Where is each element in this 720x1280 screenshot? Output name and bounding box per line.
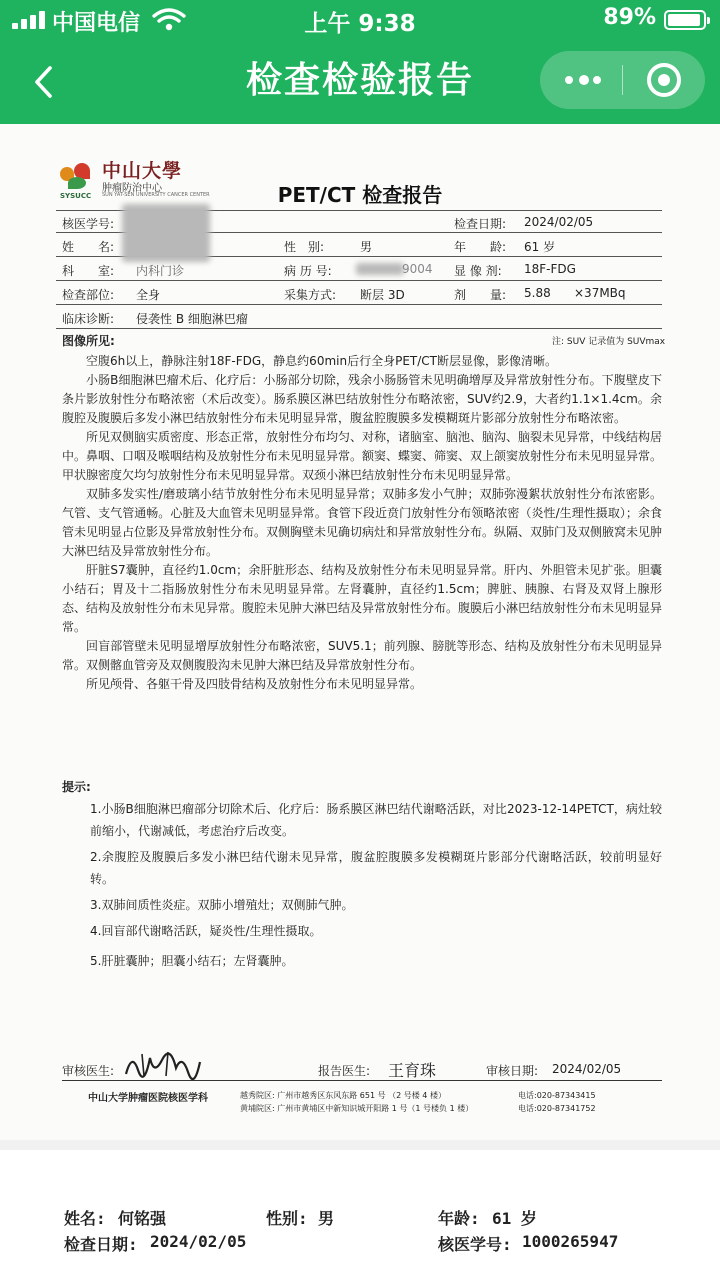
mode-value: 断层 3D [360, 288, 405, 302]
reviewer-signature [122, 1048, 202, 1080]
info-table [56, 210, 662, 330]
section-gap [0, 1140, 720, 1150]
name-label: 姓 名: [62, 240, 115, 254]
record-label: 病 历 号: [284, 264, 332, 278]
age-label: 年 龄: [454, 240, 507, 254]
summary-name: 何铭强 [118, 1209, 167, 1228]
findings-paragraph: 肝脏S7囊肿，直径约1.0cm；余肝脏形态、结构及放射性分布未见明显异常。肝内、外胆管未见扩张。胆囊小结石；胃及十二指肠放射性分布未见明显异常。左肾囊肿，直径约1.5cm；脾脏、胰腺、右肾及双肾上腺形态、结构及放射性分布未见异常。腹腔未见肿大淋巴结及异常放射性分布。腹膜后小淋巴结放射性分布未见明显异常。 [62, 563, 663, 634]
footer-phone-1: 电话:020-87343415 [518, 1091, 596, 1100]
hospital-name: 中山大學 [102, 160, 183, 182]
agent-value: 18F-FDG [524, 262, 576, 276]
summary-date-label: 检查日期: [64, 1235, 138, 1254]
findings-paragraph: 空腹6h以上，静脉注射18F-FDG，静息约60min后行全身PET/CT断层显像，影像清晰。 [86, 354, 557, 368]
findings-paragraph: 所见颅骨、各躯干骨及四肢骨结构及放射性分布未见明显异常。 [86, 677, 423, 691]
clock: 上午 9:38 [304, 11, 416, 37]
page-title: 检查检验报告 [245, 60, 474, 101]
carrier-label: 中国电信 [52, 11, 141, 36]
tips-title: 提示: [62, 780, 91, 794]
sex-value: 男 [360, 240, 373, 254]
close-circle-icon[interactable] [647, 63, 681, 97]
dept-value: 内科门诊 [136, 264, 185, 278]
report-image [0, 124, 720, 1140]
review-date-value: 2024/02/05 [552, 1062, 622, 1076]
agent-label: 显 像 剂: [454, 264, 502, 278]
core-no-label: 核医学号: [62, 217, 115, 231]
suv-note: 注: SUV 记录值为 SUVmax [552, 337, 666, 347]
footer-rule [62, 1080, 662, 1081]
dose-value: 5.88 [524, 286, 551, 300]
battery-icon [664, 10, 706, 30]
diag-label: 临床诊断: [62, 312, 115, 326]
tip-item: 4.回盲部代谢略活跃，疑炎性/生理性摄取。 [90, 924, 322, 938]
summary-core-label: 核医学号: [438, 1235, 512, 1254]
summary-sex: 男 [318, 1209, 335, 1228]
footer-address-2: 黄埔院区: 广州市黄埔区中新知识城开阳路 1 号（1 号楼负 1 楼） [240, 1104, 474, 1113]
dose-label: 剂 量: [454, 288, 507, 302]
diag-value: 侵袭性 B 细胞淋巴瘤 [136, 312, 248, 326]
summary-name-label: 姓名: [64, 1209, 106, 1228]
report-title: PET/CT 检查报告 [277, 183, 443, 207]
tip-item: 1.小肠B细胞淋巴瘤部分切除术后、化疗后：肠系膜区淋巴结代谢略活跃，对比2023-12-14PETCT，病灶较前缩小，代谢减低，考虑治疗后改变。 [90, 802, 662, 838]
hospital-english: SUN YAT-SEN UNIVERSITY CANCER CENTER [102, 192, 210, 198]
dept-label: 科 室: [62, 264, 115, 278]
capsule-divider [622, 65, 623, 95]
review-date-label: 审核日期: [486, 1064, 539, 1078]
findings-paragraph: 回盲部管壁未见明显增厚放射性分布略浓密，SUV5.1；前列腺、膀胱等形态、结构及放射性分布未见明显异常。双侧髂血管旁及双侧腹股沟未见肿大淋巴结及异常放射性分布。 [62, 639, 662, 672]
hospital-abbr: SYSUCC [60, 192, 92, 200]
table-rule [56, 280, 662, 281]
findings-title: 图像所见: [62, 334, 115, 348]
findings-paragraph: 双肺多发实性/磨玻璃小结节放射性分布未见明显异常；双肺多发小气肿；双肺弥漫絮状放射性分布浓密影。气管、支气管通畅。心脏及大血管未见明显异常。食管下段近贲门放射性分布领略浓密（炎性/生理性摄取）；余食管未见明显占位影及异常放射性分布。双侧胸壁未见确切病灶和异常放射性分布。纵隔、双肺门及双侧腋窝未见肿大淋巴结及异常放射性分布。 [62, 487, 663, 558]
battery-percent: 89% [603, 5, 656, 30]
mini-program-capsule [540, 51, 705, 109]
more-icon[interactable] [565, 73, 601, 87]
footer-address-1: 越秀院区: 广州市越秀区东风东路 651 号 （2 号楼 4 楼） [240, 1091, 446, 1100]
reporter-label: 报告医生: [318, 1064, 371, 1078]
check-date-value: 2024/02/05 [524, 215, 594, 229]
part-value: 全身 [136, 288, 161, 302]
status-bar [0, 0, 720, 38]
findings-paragraph: 小肠B细胞淋巴瘤术后、化疗后：小肠部分切除，残余小肠肠管未见明确增厚及异常放射性分布。下腹壁皮下条片影放射性分布略浓密（术后改变）。肠系膜区淋巴结放射性分布略浓密，SUV约2.9，大者约1.1×1.4cm。余腹腔及腹膜后多发小淋巴结放射性分布未见明显异常，腹盆腔腹膜多发模糊斑片影部分放射性分布略浓密。 [62, 373, 662, 425]
nav-bar [0, 38, 720, 124]
findings-paragraph: 所见双侧脑实质密度、形态正常，放射性分布均匀、对称，诸脑室、脑池、脑沟、脑裂未见异常，中线结构居中。鼻咽、口咽及喉咽结构及放射性分布未见明显异常。额窦、蝶窦、筛窦、双上颌窦放射性分布未见明显异常。甲状腺密度欠均匀放射性分布未见明显异常。双颈小淋巴结放射性分布未见明显异常。 [62, 430, 663, 482]
record-tail: 9004 [402, 262, 433, 276]
table-rule [56, 304, 662, 305]
redacted-block [356, 263, 404, 275]
summary-sex-label: 性别: [266, 1209, 308, 1228]
reviewer-label: 审核医生: [62, 1064, 115, 1078]
table-rule [56, 328, 662, 329]
age-value: 61 岁 [524, 240, 556, 254]
sex-label: 性 别: [284, 240, 325, 254]
mode-label: 采集方式: [284, 288, 337, 302]
tip-item: 5.肝脏囊肿；胆囊小结石；左肾囊肿。 [90, 954, 294, 968]
summary-age-label: 年龄: [438, 1209, 480, 1228]
reporter-value: 王育珠 [388, 1061, 437, 1080]
tip-item: 3.双肺间质性炎症。双肺小增殖灶；双侧肺气肿。 [90, 898, 354, 912]
summary-age: 61 岁 [492, 1209, 537, 1228]
patient-summary [0, 1150, 720, 1280]
footer-dept: 中山大学肿瘤医院核医学科 [88, 1093, 208, 1104]
dose-unit: ×37MBq [574, 286, 626, 300]
tip-item: 2.余腹腔及腹膜后多发小淋巴结代谢未见异常，腹盆腔腹膜多发模糊斑片影部分代谢略活跃，较前明显好转。 [90, 850, 662, 886]
hospital-subname: 肿瘤防治中心 [102, 183, 162, 194]
summary-date: 2024/02/05 [150, 1232, 247, 1251]
redacted-block [122, 204, 210, 262]
findings-body [62, 352, 662, 694]
footer-phone-2: 电话:020-87341752 [518, 1104, 596, 1113]
check-date-label: 检查日期: [454, 217, 507, 231]
summary-core: 1000265947 [522, 1232, 619, 1251]
part-label: 检查部位: [62, 288, 115, 302]
